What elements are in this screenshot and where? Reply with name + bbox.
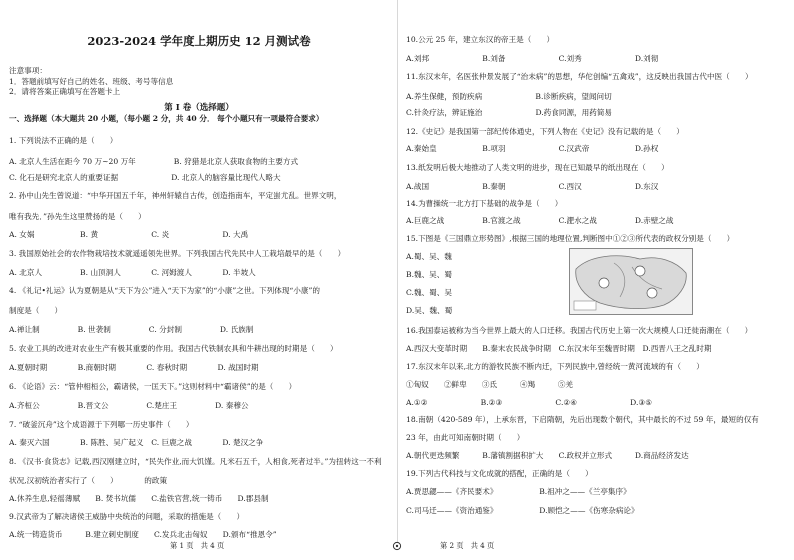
question-line: A.战国 B.秦朝 C.西汉 D.东汉 (406, 182, 659, 191)
question-line: A.巨鹿之战 B.官渡之战 C.淝水之战 D.赤壁之战 (406, 216, 674, 225)
question-line: 12.《史记》是我国第一部纪传体通史，下列人物在《史记》没有记载的是（ ） (406, 127, 684, 136)
question-line: 10.公元 25 年，建立东汉的帝王是（ ） (406, 35, 555, 44)
question-line: A.西汉大变革时期 B.秦末农民战争时期 C.东汉末年至魏晋时期 D.西晋八王之乱时期 (406, 344, 712, 353)
page-number-right: 第 2 页 共 4 页 (440, 541, 495, 550)
question-line: A.齐桓公 B.晋文公 C.楚庄王 D. 秦穆公 (9, 401, 249, 410)
binding-ring-icon (392, 541, 402, 551)
question-line: 18.南朝（420-589 年），上承东晋，下启隋朝，先后出现数个朝代，其中最长的不过 59 年，最短的仅有 (406, 415, 759, 424)
question-line: 9.汉武帝为了解决诸侯王威胁中央统治的问题，采取的措施是（ ） (9, 512, 245, 521)
question-line: A.休养生息,轻徭薄赋 B. 焚书坑儒 C.盐铁官营,统一铸币 D.郡县制 (9, 494, 269, 503)
question-line: 4. 《礼记•礼运》认为夏朝是从“天下为公”进入“天下为家”的“小康”之世。下列体现“小康”的 (9, 286, 320, 295)
page-title: 2023-2024 学年度上期历史 12 月测试卷 (87, 34, 311, 48)
question-line: 3. 我国原始社会的农作物栽培技术就遥遥领先世界。下列我国古代先民中人工栽培最早的是（ ） (9, 249, 346, 258)
notice-heading: 注意事项： (9, 66, 47, 75)
question-line: A.刘邦 B.刘备 C.刘秀 D.刘彻 (406, 54, 659, 63)
question-line: 19.下列古代科技与文化成就的搭配，正确的是（ ） (406, 469, 593, 478)
question-line: A.养生保健，预防疾病 B.诊断疾病，望闻问切 (406, 92, 612, 101)
question-line: 13.纸发明后极大地推动了人类文明的进步，现在已知最早的纸出现在（ ） (406, 163, 669, 172)
question-line: A.禅让制 B. 世袭制 C. 分封制 D. 氏族制 (9, 325, 254, 334)
question-line: 7. “破釜沉舟”这个成语源于下列哪一历史事件（ ） (9, 420, 194, 429)
question-line: A.秦始皇 B.项羽 C.汉武帝 D.孙权 (406, 144, 659, 153)
question-line: C.司马迁——《资治通鉴》 D.顾恺之——《伤寒杂病论》 (406, 506, 639, 515)
notice-item: 1．答题前填写好自己的姓名、班级、考号等信息 (9, 77, 174, 86)
page-number-left: 第 1 页 共 4 页 (170, 541, 225, 550)
section-title: 第 I 卷（选择题） (164, 103, 234, 113)
question-line: A. 秦灭六国 B. 陈胜、吴广起义 C. 巨鹿之战 D. 楚汉之争 (9, 438, 264, 447)
question-line: B.魏、吴、蜀 (406, 270, 452, 279)
question-line: A.朝代更迭频繁 B.藩镇割据积扩大 C.政权并立形式 D.商品经济发达 (406, 451, 689, 460)
question-line: 15.下图是《三国鼎立形势图》,根据三国的地理位置,判断图中①②③所代表的政权分别是（ ） (406, 234, 735, 243)
question-line: 状况,汉初统治者实行了（ ） 的政策 (9, 476, 168, 485)
three-kingdoms-map (569, 248, 693, 315)
section-instruction: 一、选择题（本大题共 20 小题，（每小题 2 分，共 40 分． 每个小题只有一项最符合要求） (9, 114, 324, 123)
question-line: 8. 《汉书·食货志》记载,西汉刚建立时，“民失作业,而大饥馑。凡米石五千，人相食,死者过半。”为扭转这一不利 (9, 457, 382, 466)
question-line: A.蜀、吴、魏 (406, 252, 452, 261)
question-line: A. 女娲 B. 黄 C. 炎 D. 大禹 (9, 230, 249, 239)
question-line: C.针灸疗法，辨证施治 D.药食同源，用药简易 (406, 108, 613, 117)
question-line: A.①② B.②③ C.②④ D.③⑤ (406, 398, 653, 407)
question-line: 5. 农业工具的改进对农业生产有极其重要的作用。我国古代铁制农具和牛耕出现的时期是（ ） (9, 344, 338, 353)
question-line: ①匈奴 ②鲜卑 ③氐 ④羯 ⑤羌 (406, 380, 574, 389)
question-line: 11.东汉末年，名医张仲景发展了“治未病”的思想，华佗创编“五禽戏”，这反映出我国古代中医（ ） (406, 72, 753, 81)
question-line: A.统一铸造货币 B.建立刺史制度 C.发兵北击匈奴 D.颁布“推恩令” (9, 530, 277, 539)
question-line: 14.为曹操统一北方打下基础的战争是（ ） (406, 199, 563, 208)
question-line: 23 年，由此可知南朝时期（ ） (406, 433, 525, 442)
question-line: 2. 孙中山先生曾说道：“中华开国五千年，神州轩辕自古传，创造指南车，平定蚩尤乱。世界文明， (9, 191, 342, 200)
question-line: 6. 《论语》云：“管仲相桓公，霸诸侯，一匡天下。”这则材料中“霸诸侯”的是（ ） (9, 382, 297, 391)
question-line: 制度是（ ） (9, 306, 63, 315)
question-line: C.魏、蜀、吴 (406, 288, 452, 297)
question-line: 唯有我先．”孙先生这里赞扬的是（ ） (9, 212, 146, 221)
question-line: D.吴、魏、蜀 (406, 306, 453, 315)
question-line: A. 北京人 B. 山顶洞人 C. 河姆渡人 D. 半坡人 (9, 268, 256, 277)
question-line: A.夏朝时期 B.商朝时期 C. 春秋时期 D. 战国时期 (9, 363, 259, 372)
question-line: C. 化石是研究北京人的重要证据 D. 北京人的脑容量比现代人略大 (9, 173, 281, 182)
question-line: 16.我国泰运被称为当今世界上最大的人口迁移。我国古代历史上第一次大规模人口迁徙南潮在（ ） (406, 326, 753, 335)
notice-item: 2．请将答案正确填写在答题卡上 (9, 87, 121, 96)
question-line: 17.东汉末年以来,北方的游牧民族不断内迁，下列民族中,曾经统一黄河流域的有（ ） (406, 362, 704, 371)
question-line: 1. 下列说法不正确的是（ ） (9, 136, 118, 145)
question-line: A. 北京人生活在距今 70 万~20 万年 B. 狩猎是北京人获取食物的主要方式 (9, 157, 299, 166)
question-line: A.贾思勰——《齐民要术》 B.祖冲之——《兰亭集序》 (406, 487, 631, 496)
